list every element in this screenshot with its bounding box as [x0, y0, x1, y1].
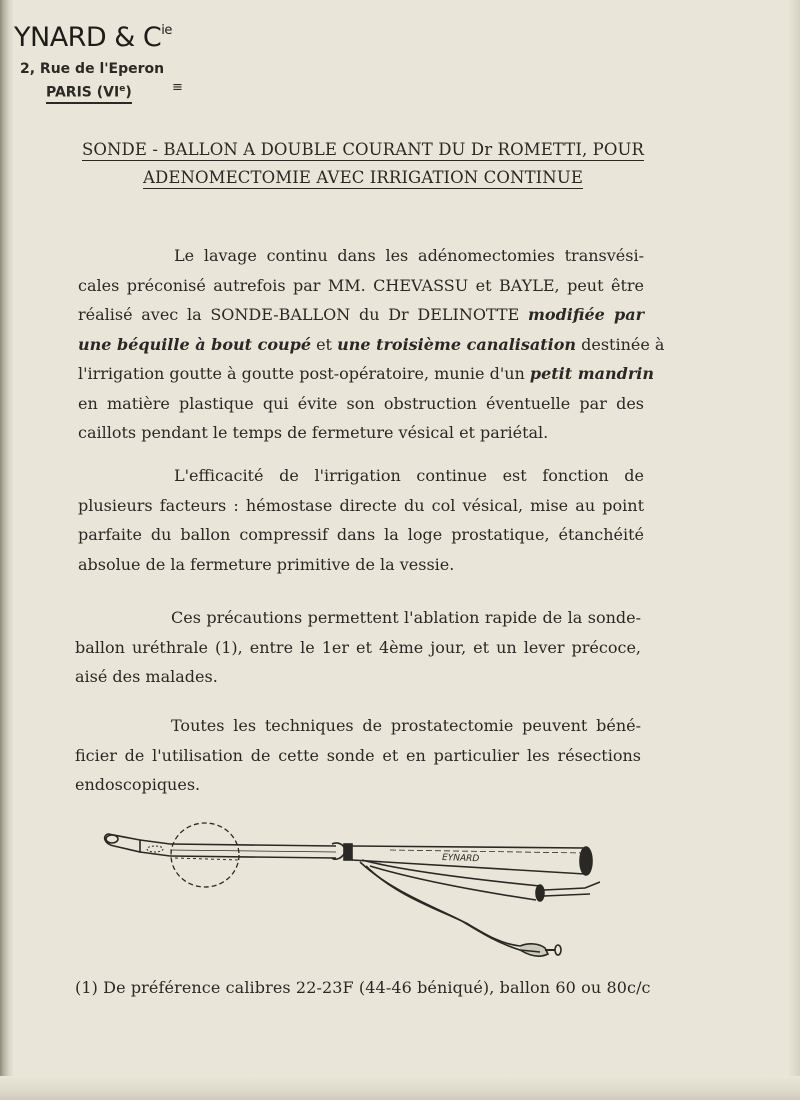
text-line: aisé des malades.: [75, 667, 218, 686]
text-line: Toutes les techniques de prostatectomie peuvent béné-: [171, 716, 641, 735]
paragraph-1: [78, 241, 665, 448]
page-binding-edge: [0, 0, 14, 1100]
catheter-brand-label: EYNARD: [441, 853, 480, 865]
text-line: en matière plastique qui évite son obstruction éventuelle par des: [78, 393, 644, 413]
catheter-illustration: [100, 810, 600, 960]
text-line: une béquille à bout coupé et une troisième canalisation destinée à: [78, 334, 665, 354]
text-line: réalisé avec la SONDE-BALLON du Dr DELINOTTE modifiée par: [78, 305, 645, 324]
text-line: plusieurs facteurs : hémostase directe du col vésical, mise au point: [78, 495, 644, 515]
company-name: YNARD & $C^{ie}$: [14, 22, 172, 53]
telephone-icon: ≡: [172, 80, 183, 95]
page-bottom-edge: [0, 1076, 800, 1100]
text-line: caillots pendant le temps de fermeture vésical et pariétal.: [78, 423, 549, 442]
text-line: endoscopiques.: [75, 775, 201, 794]
text-line: L'efficacité de l'irrigation continue est fonction de: [174, 466, 644, 485]
text-line: Le lavage continu dans les adénomectomies transvési-: [174, 246, 644, 265]
footnote: (1) De préférence calibres 22-23F (44-46 béniqué), ballon 60 ou 80c/c: [75, 978, 651, 997]
text-line: l'irrigation goutte à goutte post-opératoire, munie d'un petit mandrin: [78, 364, 654, 383]
paragraph-3: [75, 603, 641, 692]
balloon-outline: [171, 823, 239, 887]
page-right-edge: [788, 0, 800, 1100]
text-line: Ces précautions permettent l'ablation rapide de la sonde-: [171, 608, 641, 627]
text-line: parfaite du ballon compressif dans la loge prostatique, étanchéité: [78, 525, 644, 544]
text-line: cales préconisé autrefois par MM. CHEVASSU et BAYLE, peut être: [78, 275, 644, 295]
text-line: ficier de l'utilisation de cette sonde et en particulier les résections: [75, 745, 641, 765]
document-title-line-1: SONDE - BALLON A DOUBLE COURANT DU Dr ROMETTI, POUR: [81, 140, 645, 159]
company-street: 2, Rue de l'Eperon: [20, 61, 165, 77]
company-city: PARIS (VIe): [46, 80, 132, 104]
text-line: ballon uréthrale (1), entre le 1er et 4ème jour, et un lever précoce,: [75, 637, 641, 657]
paragraph-2: [78, 461, 644, 579]
document-title-line-2: ADENOMECTOMIE AVEC IRRIGATION CONTINUE: [143, 168, 583, 187]
text-line: absolue de la fermeture primitive de la vessie.: [78, 554, 455, 574]
paragraph-4: [75, 711, 641, 800]
